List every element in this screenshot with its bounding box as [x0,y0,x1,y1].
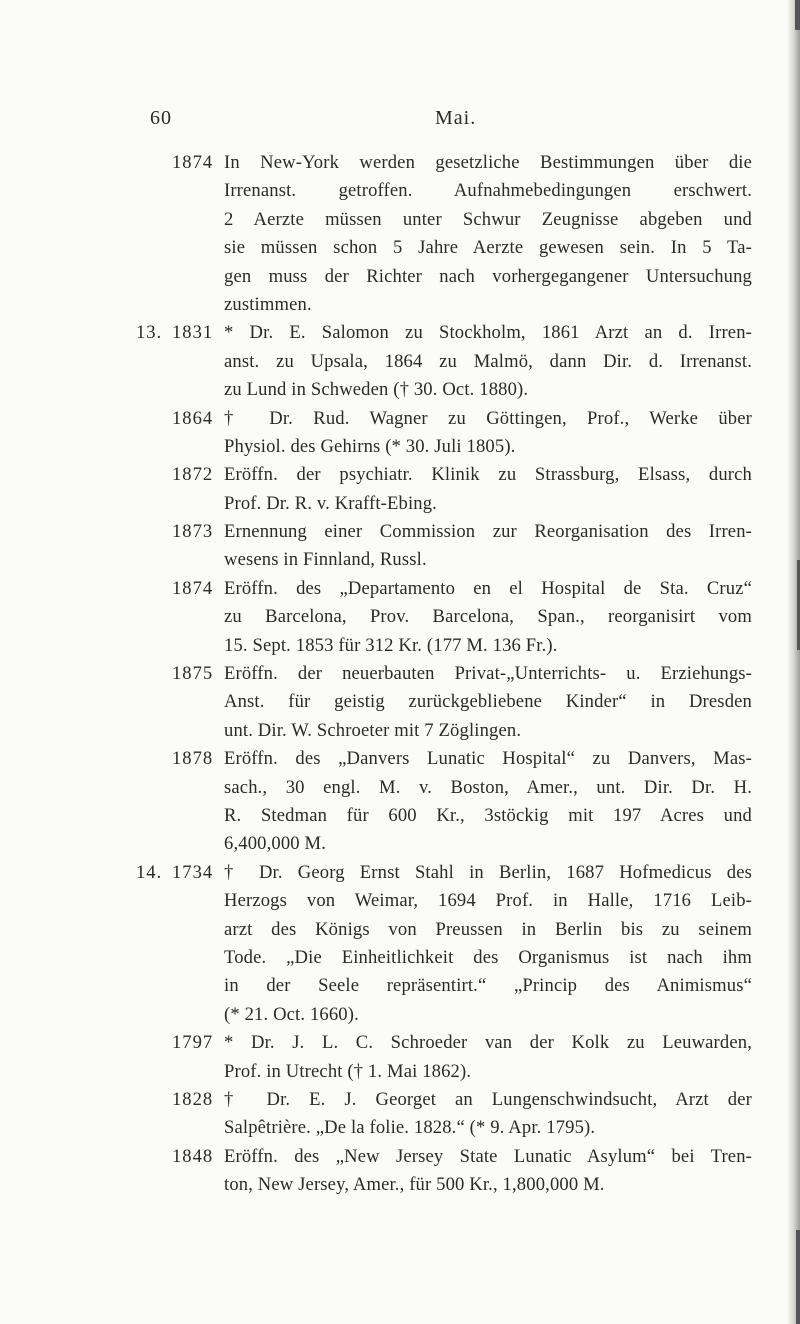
chronicle-entry [0,859,752,1029]
chronicle-entry [0,1143,752,1200]
entry-text-line: Physiol. des Gehirns (* 30. Juli 1805). [224,435,516,457]
entry-text-line: zu Lund in Schweden († 30. Oct. 1880). [224,379,529,401]
entry-text-line: Eröffn. der neuerbauten Privat-„Unterrichts- u. Erziehungs- [224,663,752,685]
entry-text-line: zu Barcelona, Prov. Barcelona, Span., reorganisirt vom [224,606,752,628]
entry-year: 1878 [172,748,214,770]
entry-text-line: sach., 30 engl. M. v. Boston, Amer., unt. Dir. Dr. H. [224,776,752,798]
entry-text-line: Eröffn. des „Departamento en el Hospital de Sta. Cruz“ [224,577,752,599]
entry-year: 1873 [172,521,214,543]
page-number: 60 [150,107,172,129]
entry-text-line: Eröffn. der psychiatr. Klinik zu Strassburg, Elsass, durch [224,464,752,486]
entry-text-line: (* 21. Oct. 1660). [224,1003,359,1025]
entry-text-line: † Dr. Rud. Wagner zu Göttingen, Prof., Werke über [224,407,752,429]
entry-text-line: Eröffn. des „Danvers Lunatic Hospital“ zu Danvers, Mas- [224,748,752,770]
entry-text-line: unt. Dir. W. Schroeter mit 7 Zöglingen. [224,719,522,741]
entry-text-line: Ernennung einer Commission zur Reorganisation des Irren- [224,521,752,543]
entry-text-line: R. Stedman für 600 Kr., 3stöckig mit 197 Acres und [224,804,752,826]
chronicle-entry [0,660,752,745]
page-edge-mark [796,1230,800,1324]
entry-text-line: Prof. Dr. R. v. Krafft-Ebing. [224,492,437,514]
entry-text-line: Prof. in Utrecht († 1. Mai 1862). [224,1060,472,1082]
entry-text-line: 2 Aerzte müssen unter Schwur Zeugnisse abgeben und [224,208,752,230]
chronicle-entries [0,149,800,1199]
entry-text-line: † Dr. Georg Ernst Stahl in Berlin, 1687 Hofmedicus des [224,861,752,883]
chronicle-entry [0,745,752,859]
entry-year: 1848 [172,1145,214,1167]
entry-text-line: zustimmen. [224,293,312,315]
page-edge-mark [795,0,800,30]
entry-day: 13. [136,322,163,344]
chronicle-entry [0,1029,752,1086]
entry-year: 1831 [172,322,214,344]
entry-text-line: 6,400,000 M. [224,833,327,855]
entry-year: 1874 [172,152,214,173]
entry-text-line: 15. Sept. 1853 für 312 Kr. (177 M. 136 Fr.). [224,634,558,656]
chronicle-entry [0,461,752,518]
entry-text-line: Eröffn. des „New Jersey State Lunatic Asylum“ bei Tren- [224,1145,752,1167]
entry-text-line: gen muss der Richter nach vorhergegangener Untersuchung [224,265,752,287]
entry-text-line: Herzogs von Weimar, 1694 Prof. in Halle, 1716 Leib- [224,890,752,912]
chronicle-entry [0,319,752,404]
chronicle-entry [0,1086,752,1143]
entry-year: 1872 [172,464,214,486]
entry-text-line: Irrenanst. getroffen. Aufnahmebedingungen erschwert. [224,180,752,202]
chronicle-entry [0,405,752,462]
entry-year: 1875 [172,663,214,685]
entry-text-line: In New-York werden gesetzliche Bestimmungen über die [224,152,752,173]
entry-year: 1874 [172,577,214,599]
entry-text-line: Tode. „Die Einheitlichkeit des Organismus ist nach ihm [224,946,752,968]
entry-year: 1864 [172,407,214,429]
entry-text-line: sie müssen schon 5 Jahre Aerzte gewesen sein. In 5 Ta- [224,237,752,259]
entry-text-line: Salpêtrière. „De la folie. 1828.“ (* 9. Apr. 1795). [224,1117,596,1139]
entry-text-line: * Dr. E. Salomon zu Stockholm, 1861 Arzt an d. Irren- [224,322,752,344]
entry-text-line: * Dr. J. L. C. Schroeder van der Kolk zu Leuwarden, [224,1032,752,1054]
entry-year: 1734 [172,861,214,883]
entry-text-line: Anst. für geistig zurückgebliebene Kinder“ in Dresden [224,691,752,713]
entry-text-line: wesens in Finnland, Russl. [224,549,427,571]
entry-text-line: anst. zu Upsala, 1864 zu Malmö, dann Dir. d. Irrenanst. [224,350,752,372]
chronicle-entry [0,518,752,575]
entry-year: 1797 [172,1032,214,1054]
entry-text-line: ton, New Jersey, Amer., für 500 Kr., 1,800,000 M. [224,1174,605,1196]
running-head: Mai. [435,107,477,129]
chronicle-entry [0,149,752,319]
chronicle-entry [0,575,752,660]
entry-year: 1828 [172,1088,214,1110]
entry-text-line: in der Seele repräsentirt.“ „Princip des Animismus“ [224,975,752,997]
entry-day: 14. [136,861,163,883]
entry-text-line: arzt des Königs von Preussen in Berlin bis zu seinem [224,918,752,940]
entry-text-line: † Dr. E. J. Georget an Lungenschwindsucht, Arzt der [224,1088,752,1110]
